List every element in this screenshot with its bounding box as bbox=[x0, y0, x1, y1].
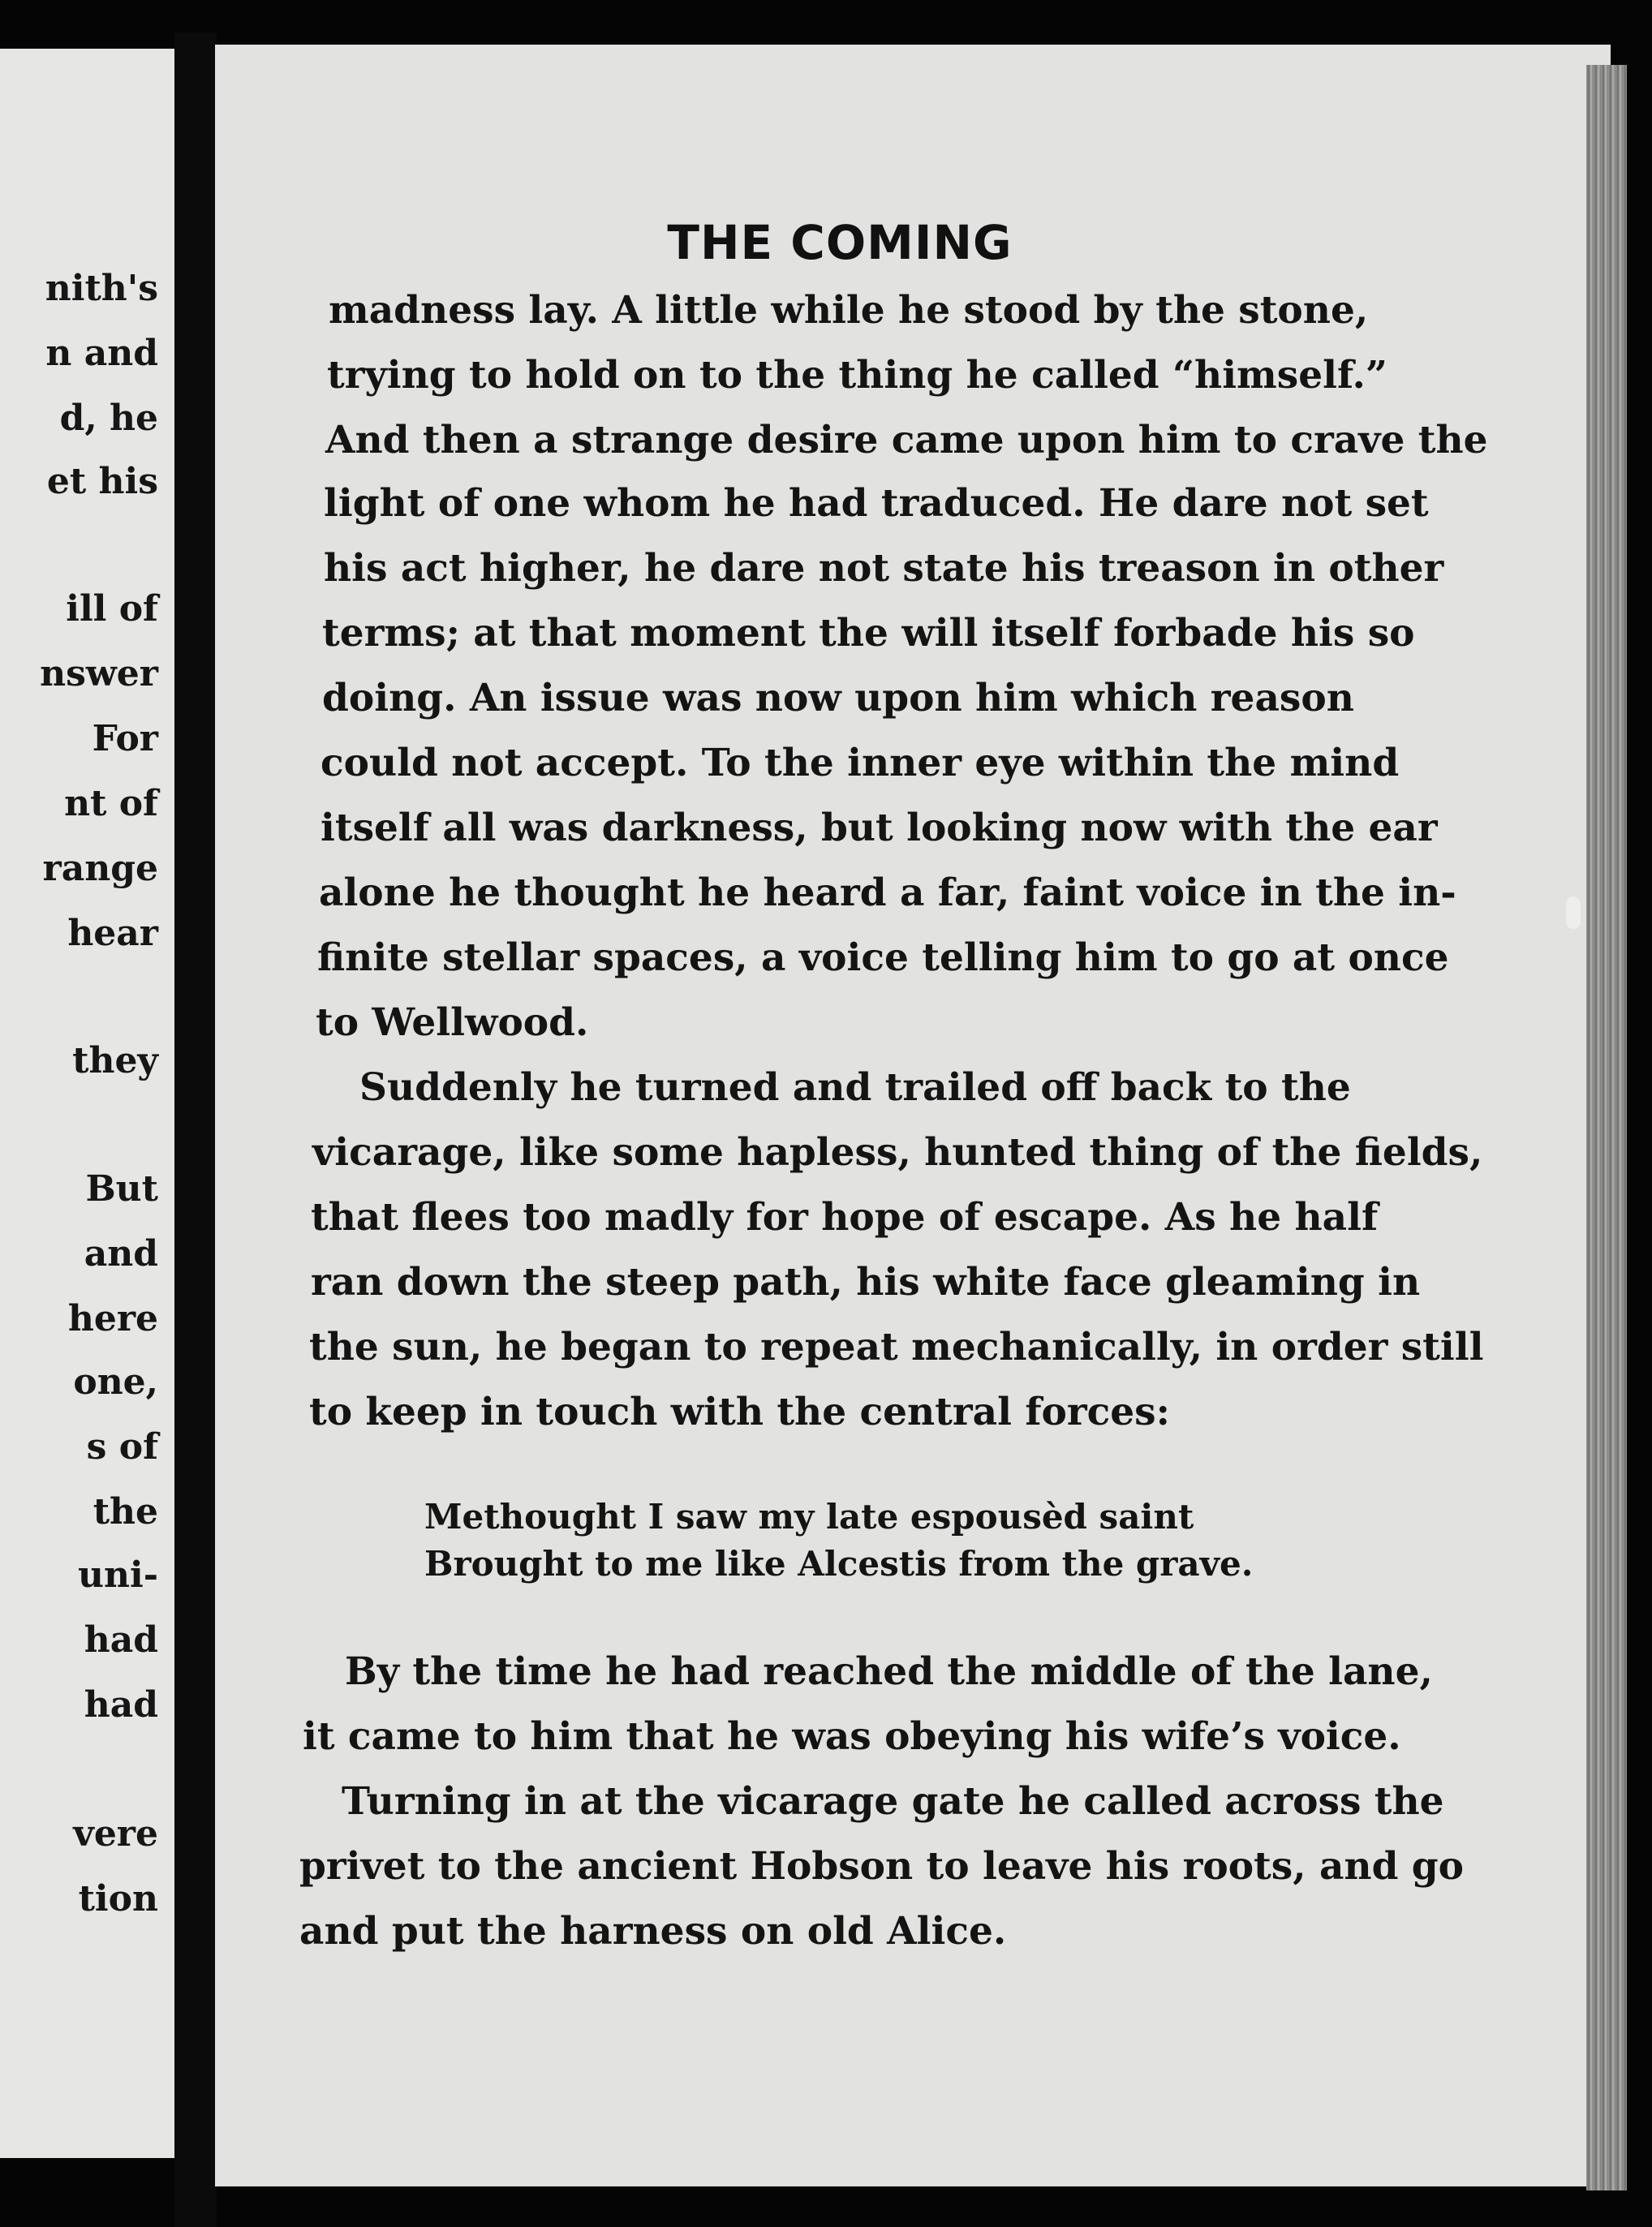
facing-page-fragment: vere bbox=[73, 1813, 158, 1855]
facing-page-fragment: the bbox=[92, 1491, 158, 1533]
text-line: By the time he had reached the middle of the lane, bbox=[345, 1649, 1433, 1694]
facing-page-fragment: nt of bbox=[64, 783, 158, 824]
facing-page-fragment: hear bbox=[67, 913, 158, 954]
text-line: Turning in at the vicarage gate he called across the bbox=[342, 1779, 1444, 1824]
facing-page-fragment: ill of bbox=[66, 588, 158, 630]
verse-line: Methought I saw my late espousèd saint bbox=[424, 1497, 1194, 1537]
text-line: and put the harness on old Alice. bbox=[299, 1909, 1007, 1954]
facing-page-fragment: s of bbox=[86, 1426, 158, 1468]
text-line: Suddenly he turned and trailed off back to the bbox=[359, 1065, 1351, 1110]
facing-page-fragment: n and bbox=[45, 333, 158, 374]
facing-page-fragment: they bbox=[72, 1040, 158, 1081]
facing-page-fragment: nswer bbox=[40, 653, 158, 694]
text-line: terms; at that moment the will itself forbade his so bbox=[322, 611, 1415, 656]
facing-page-fragment: tion bbox=[78, 1878, 158, 1920]
book-gutter bbox=[174, 32, 217, 2227]
text-line: could not accept. To the inner eye within the mind bbox=[321, 741, 1400, 785]
book-page bbox=[215, 45, 1611, 2186]
text-line: doing. An issue was now upon him which reason bbox=[322, 676, 1354, 720]
text-line: madness lay. A little while he stood by the stone, bbox=[329, 288, 1369, 333]
text-line: the sun, he began to repeat mechanically, in order still bbox=[309, 1325, 1484, 1369]
page-stack-edge bbox=[1586, 65, 1627, 2190]
text-line: itself all was darkness, but looking now with the ear bbox=[321, 806, 1438, 850]
facing-page-fragment: one, bbox=[73, 1361, 158, 1403]
text-line: ran down the steep path, his white face gleaming in bbox=[311, 1260, 1421, 1305]
facing-page-fragment: and bbox=[84, 1233, 158, 1275]
text-line: finite stellar spaces, a voice telling him to go at once bbox=[317, 935, 1449, 980]
text-line: privet to the ancient Hobson to leave his roots, and go bbox=[299, 1844, 1465, 1889]
text-line: to keep in touch with the central forces: bbox=[309, 1390, 1170, 1434]
text-line: to Wellwood. bbox=[316, 1000, 589, 1045]
facing-page-fragment: uni- bbox=[78, 1554, 158, 1596]
running-head: THE COMING bbox=[667, 215, 1013, 270]
facing-page-fragment: et his bbox=[46, 461, 158, 502]
facing-page-fragment: d, he bbox=[59, 398, 158, 439]
text-line: trying to hold on to the thing he called “himself.” bbox=[327, 353, 1387, 398]
text-line: alone he thought he heard a far, faint voice in the in- bbox=[319, 871, 1456, 915]
facing-page-fragment: range bbox=[42, 848, 158, 889]
text-line: it came to him that he was obeying his wife’s voice. bbox=[303, 1714, 1401, 1759]
facing-page-fragment: nith's bbox=[45, 268, 158, 309]
text-line: vicarage, like some hapless, hunted thing of the fields, bbox=[312, 1130, 1483, 1175]
facing-page-fragment: had bbox=[84, 1684, 158, 1726]
paper-blemish bbox=[1566, 896, 1581, 929]
verse-line: Brought to me like Alcestis from the grave. bbox=[424, 1544, 1254, 1584]
facing-page bbox=[0, 49, 186, 2158]
text-line: that flees too madly for hope of escape. As he half bbox=[311, 1195, 1379, 1240]
text-line: And then a strange desire came upon him to crave the bbox=[325, 418, 1488, 462]
facing-page-fragment: had bbox=[84, 1619, 158, 1661]
facing-page-fragment: here bbox=[67, 1298, 158, 1339]
text-line: his act higher, he dare not state his treason in other bbox=[324, 546, 1444, 591]
facing-page-fragment: For bbox=[92, 718, 158, 759]
facing-page-fragment: But bbox=[85, 1168, 158, 1210]
text-line: light of one whom he had traduced. He dare not set bbox=[324, 481, 1429, 526]
